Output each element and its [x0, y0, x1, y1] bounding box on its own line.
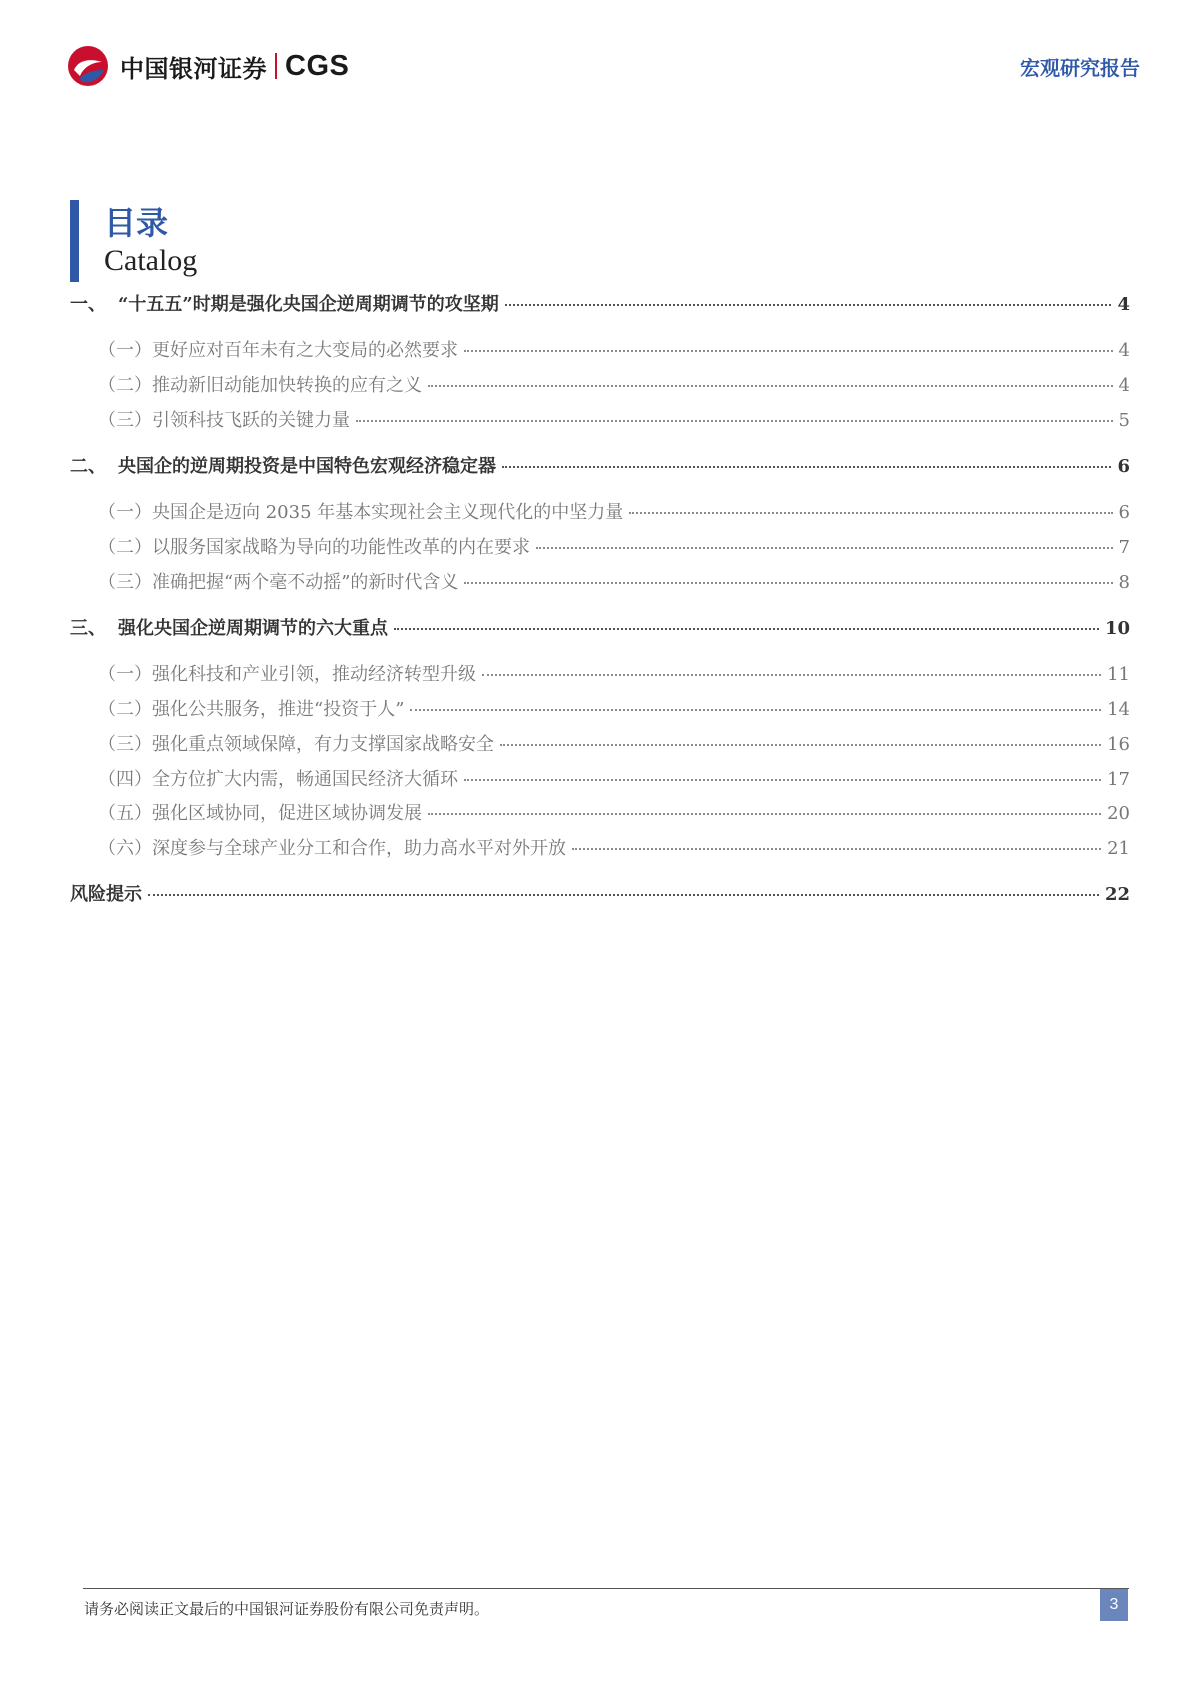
toc-entry-page: 16 — [1107, 734, 1130, 755]
toc-entry-title: 以服务国家战略为导向的功能性改革的内在要求 — [152, 537, 530, 558]
footer-disclaimer: 请务必阅读正文最后的中国银河证券股份有限公司免责声明。 — [84, 1600, 490, 1618]
catalog-accent-bar — [70, 200, 79, 282]
toc-entry-page: 6 — [1118, 502, 1130, 523]
toc-entry-page: 4 — [1117, 294, 1130, 315]
toc-section-entry[interactable] — [70, 406, 1130, 436]
company-logo — [66, 44, 349, 88]
toc-entry-title: 强化重点领域保障，有力支撑国家战略安全 — [152, 734, 494, 755]
toc-dot-leader — [464, 582, 1112, 584]
toc-dot-leader — [502, 466, 1111, 468]
toc-dot-leader — [148, 894, 1099, 896]
toc-entry-number: （一） — [98, 340, 152, 361]
toc-entry-page: 8 — [1118, 572, 1130, 593]
toc-dot-leader — [464, 350, 1113, 352]
toc-entry-page: 20 — [1107, 803, 1130, 824]
toc-entry-title: 全方位扩大内需，畅通国民经济大循环 — [152, 769, 458, 790]
toc-entry-number: （三） — [98, 734, 152, 755]
toc-entry-title: 更好应对百年未有之大变局的必然要求 — [152, 340, 458, 361]
toc-entry-page: 5 — [1118, 410, 1130, 431]
toc-entry-title: 强化公共服务，推进“投资于人” — [152, 699, 405, 720]
cgs-logo-icon — [66, 44, 110, 88]
toc-entry-title: 风险提示 — [70, 884, 142, 905]
toc-chapter-entry[interactable] — [70, 614, 1130, 644]
toc-entry-page: 6 — [1117, 456, 1130, 477]
catalog-title: 目录 — [104, 204, 169, 242]
toc-dot-leader — [410, 709, 1101, 711]
toc-chapter-entry[interactable] — [70, 880, 1130, 910]
toc-entry-number: （四） — [98, 769, 152, 790]
toc-entry-number: （五） — [98, 803, 152, 824]
toc-section-entry[interactable] — [70, 371, 1130, 401]
toc-dot-leader — [572, 848, 1101, 850]
logo-english-name: CGS — [285, 49, 350, 82]
toc-dot-leader — [394, 628, 1099, 630]
toc-entry-page: 14 — [1107, 699, 1130, 720]
catalog-subtitle: Catalog — [104, 244, 198, 277]
toc-entry-title: 强化区域协同，促进区域协调发展 — [152, 803, 422, 824]
toc-section-entry[interactable] — [70, 568, 1130, 598]
footer-divider — [83, 1588, 1129, 1589]
toc-dot-leader — [428, 385, 1113, 387]
toc-chapter-entry[interactable] — [70, 290, 1130, 320]
logo-chinese-name: 中国银河证券 — [120, 54, 267, 83]
toc-dot-leader — [500, 744, 1101, 746]
toc-entry-title: 引领科技飞跃的关键力量 — [152, 410, 350, 431]
toc-entry-title: “十五五”时期是强化央国企逆周期调节的攻坚期 — [118, 294, 499, 315]
toc-entry-number: （二） — [98, 375, 152, 396]
toc-entry-number: 一、 — [70, 294, 106, 315]
toc-entry-title: 准确把握“两个毫不动摇”的新时代含义 — [152, 572, 459, 593]
toc-entry-title: 央国企的逆周期投资是中国特色宏观经济稳定器 — [118, 456, 496, 477]
toc-entry-page: 4 — [1118, 375, 1130, 396]
toc-section-entry[interactable] — [70, 834, 1130, 864]
toc-entry-page: 10 — [1104, 618, 1130, 639]
toc-entry-page: 11 — [1107, 664, 1130, 685]
toc-entry-number: （二） — [98, 537, 152, 558]
logo-separator — [275, 53, 277, 79]
toc-section-entry[interactable] — [70, 533, 1130, 563]
toc-entry-number: 三、 — [70, 618, 106, 639]
toc-entry-title: 深度参与全球产业分工和合作，助力高水平对外开放 — [152, 838, 566, 859]
page-number: 3 — [1100, 1589, 1128, 1621]
toc-entry-number: （一） — [98, 502, 152, 523]
toc-entry-page: 7 — [1118, 537, 1130, 558]
toc-dot-leader — [629, 512, 1112, 514]
toc-entry-title: 央国企是迈向 2035 年基本实现社会主义现代化的中坚力量 — [152, 502, 624, 523]
toc-dot-leader — [356, 420, 1113, 422]
toc-entry-title: 推动新旧动能加快转换的应有之义 — [152, 375, 422, 396]
page-header — [0, 0, 1190, 110]
toc-entry-page: 21 — [1107, 838, 1130, 859]
toc-section-entry[interactable] — [70, 498, 1130, 528]
toc-entry-page: 4 — [1118, 340, 1130, 361]
toc-dot-leader — [428, 813, 1101, 815]
toc-entry-number: （二） — [98, 699, 152, 720]
toc-section-entry[interactable] — [70, 336, 1130, 366]
toc-chapter-entry[interactable] — [70, 452, 1130, 482]
toc-section-entry[interactable] — [70, 765, 1130, 795]
toc-entry-title: 强化央国企逆周期调节的六大重点 — [118, 618, 388, 639]
toc-dot-leader — [482, 674, 1101, 676]
toc-section-entry[interactable] — [70, 730, 1130, 760]
toc-section-entry[interactable] — [70, 799, 1130, 829]
toc-dot-leader — [464, 779, 1101, 781]
toc-entry-number: （六） — [98, 838, 152, 859]
toc-entry-page: 22 — [1104, 884, 1130, 905]
toc-entry-page: 17 — [1107, 769, 1130, 790]
toc-entry-number: （三） — [98, 572, 152, 593]
report-type-label: 宏观研究报告 — [1020, 56, 1140, 80]
toc-section-entry[interactable] — [70, 660, 1130, 690]
toc-dot-leader — [505, 304, 1112, 306]
toc-dot-leader — [536, 547, 1113, 549]
toc-section-entry[interactable] — [70, 695, 1130, 725]
toc-entry-number: （三） — [98, 410, 152, 431]
toc-entry-title: 强化科技和产业引领，推动经济转型升级 — [152, 664, 476, 685]
toc-entry-number: （一） — [98, 664, 152, 685]
toc-entry-number: 二、 — [70, 456, 106, 477]
